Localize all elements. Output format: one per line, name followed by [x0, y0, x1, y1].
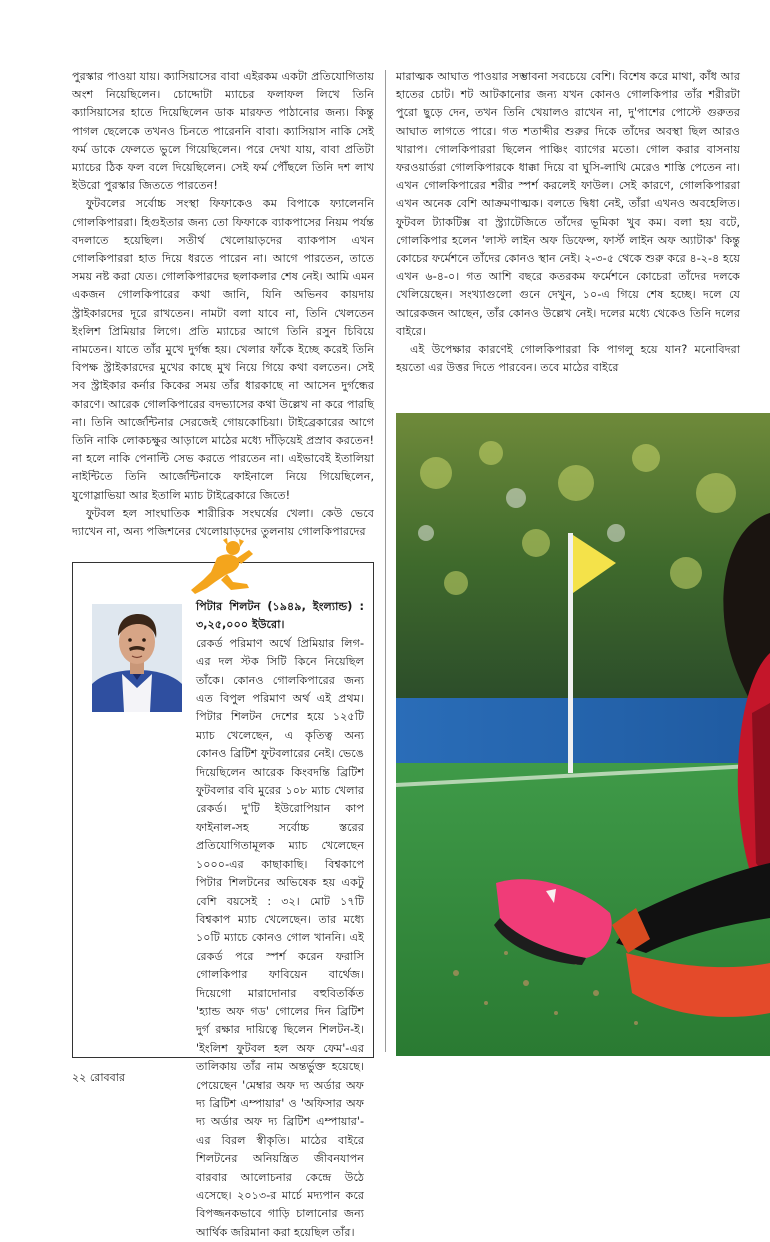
page-number: ২২: [72, 1071, 87, 1084]
column-divider: [385, 70, 386, 1052]
left-paragraph-1: পুরস্কার পাওয়া যায়। ক্যাসিয়াসের বাবা এইরকম একটা প্রতিযোগিতায় অংশ নিয়েছিলেন। চোদ্দোটা ম্যাচের ফলাফল লিখে তিনি ক্যাসিয়াসের হাতে দিয়েছিলেন ডাক মারফত পাঠানোর জন্য। কিন্তু পাগল ছেলেকে তখনও চিনতে পারেননি বাবা। ক্যাসিয়াস নাকি সেই ফর্ম ডাকে ফেলতে ভুলে গিয়েছিলেন। পরে দেখা যায়, বাবা প্রতিটা ম্যাচের ঠিক ফল বলে দিয়েছিলেন। সেই ফর্ম পৌঁছলে তিনি দশ লাখ ইউরো পুরস্কার জিততে পারতেন!: [72, 70, 374, 193]
goalkeeper-icon: [187, 538, 263, 596]
magazine-name: রোববার: [89, 1071, 126, 1084]
left-column: [72, 68, 374, 541]
left-paragraph-3: ফুটবল হল সাংঘাতিক শারীরিক সংঘর্ষের খেলা। কেউ ভেবে দ্যাখেন না, অন্য পজিশনের খেলোয়াড়দের তুলনায় গোলকিপারদের: [72, 506, 374, 539]
left-paragraph-2: ফুটবলের সর্বোচ্চ সংস্থা ফিফাকেও কম বিপাকে ফ্যালেননি গোলকিপাররা। হিগুইতার জন্য তো ফিফাকে ব্যাকপাসের নিয়ম পর্যন্ত বদলাতে হয়েছিল। সতীর্থ খেলোয়াড়দের ব্যাকপাস এখন গোলকিপাররা হাত দিয়ে ধরতে পারেন না। আগে পারতেন, তাতে সময় নষ্ট করা যেত। গোলকিপারদের ছলাকলার শেষ নেই। আমি এমন একজন গোলকিপারের কথা জানি, যিনি অভিনব কায়দায় স্ট্রাইকারদের দূরে রাখতেন। নামটা বলা যাবে না, তিনি খেলতেন ইংলিশ প্রিমিয়ার লিগে। প্রতি ম্যাচের আগে তিনি রসুন চিবিয়ে নামতেন। যাতে তাঁর মুখে দুর্গন্ধ হয়। খেলার ফাঁকে ইচ্ছে করেই তিনি বিপক্ষ স্ট্রাইকারদের মুখের কাছে মুখ নিয়ে গিয়ে কথা বলতেন। সেই সব স্ট্রাইকার কর্নার কিকের সময় তাঁর ধারকাছে না আসেন দুর্গন্ধের কারণে। আরেক গোলকিপারের বদভ্যাসের কথা উল্লেখ না করে পারছি না। তিনি আর্জেন্টিনার সেরজেই গোয়কোচিয়া। টাইব্রেকারের আগে তিনি নাকি লোকচক্ষুর আড়ালে মাঠের মধ্যে দাঁড়িয়েই প্রস্রাব করতেন! না হলে নাকি পেনাল্টি সেভ করতে পারতেন না। এইভাবেই ইতালিয়া নাইন্টিতে তিনি আর্জেন্টিনাকে ফাইনালে নিয়ে গিয়েছিলেন, যুগোস্লাভিয়া আর ইতালি ম্যাচ টাইব্রেকারে জিতে!: [72, 197, 374, 502]
goalkeeper-photo: [396, 413, 770, 1056]
right-paragraph-2: এই উপেক্ষার কারণেই গোলকিপাররা কি পাগলু হয়ে যান? মনোবিদরা হয়তো এর উত্তর দিতে পারবেন। তবে মাঠের বাইরে: [396, 343, 740, 375]
sidebar-body: রেকর্ড পরিমাণ অর্থে প্রিমিয়ার লিগ-এর দল স্টক সিটি কিনে নিয়েছিল তাঁকে। কোনও গোলকিপারের জন্য এত বিপুল পরিমাণ অর্থ এই প্রথম। পিটার শিলটন দেশের হয়ে ১২৫টি ম্যাচ খেলেছেন, এ কৃতিত্ব অন্য কোনও ব্রিটিশ ফুটবলারের নেই। ভেঙে দিয়েছিলেন আরেক কিংবদন্তি ব্রিটিশ ফুটবলার ববি মুরের ১০৮ ম্যাচ খেলার রেকর্ড। দু'টি ইউরোপিয়ান কাপ ফাইনাল-সহ সর্বোচ্চ স্তরের প্রতিযোগিতামূলক ম্যাচ খেলেছেন ১০০০-এর কাছাকাছি। বিশ্বকাপে পিটার শিলটনের অভিষেক হয় একটু বেশি বয়সেই : ৩২। মোট ১৭টি বিশ্বকাপ ম্যাচ খেলেছেন। তার মধ্যে ১০টি ম্যাচে কোনও গোল খাননি। এই রেকর্ড পরে স্পর্শ করেন ফরাসি গোলকিপার ফাবিয়েন বার্থেজ। দিয়েগো মারাদোনার বহুবিতর্কিত 'হ্যান্ড অফ গড' গোলের দিন ব্রিটিশ দুর্গ রক্ষার দায়িত্বে ছিলেন শিলটন-ই। 'ইংলিশ ফুটবল হল অফ ফেম'-এর তালিকায় তাঁর নাম অন্তর্ভুক্ত হয়েছে। পেয়েছেন 'মেম্বার অফ দ্য অর্ডার অফ দ্য ব্রিটিশ এম্পায়ার' ও 'অফিসার অফ দ্য অর্ডার অফ দ্য ব্রিটিশ এম্পায়ার'-এর বিরল স্বীকৃতি। মাঠের বাইরে শিলটনের অনিয়ন্ত্রিত জীবনযাপন বারবার আলোচনার কেন্দ্রে উঠে এসেছে। ২০১৩-র মার্চে মদ্যপান করে বিপজ্জনকভাবে গাড়ি চালানোর জন্য আর্থিক জরিমানা করা হয়েছিল তাঁর।: [196, 636, 364, 1239]
right-paragraph-1: মারাত্মক আঘাত পাওয়ার সম্ভাবনা সবচেয়ে বেশি। বিশেষ করে মাথা, কাঁধ আর হাতের চোট। শট আটকানোর জন্য যখন কোনও গোলকিপার তাঁর শরীরটা পুরো ছুড়ে দেন, তখন তিনি খেয়ালও রাখেন না, দু'পাশের পোস্টে গুরুতর আঘাত লাগতে পারে। গত শতাব্দীর শুরুর দিকে তাঁদের অবস্থা ছিল আরও খারাপ। গোলকিপাররা ছিলেন পাঞ্চিং ব্যাগের মতো। গোল করার বাসনায় ফরওয়ার্ডরা গোলকিপারকে ধাক্কা দিয়ে বা ঘুসি-লাথি মেরেও শাস্তি পেতেন না। এখন গোলকিপারের শরীর স্পর্শ করলেই ফাউল। সেই কারণে, গোলকিপাররা এখন অনেক বেশি আক্রমণাত্মক। বলতে দ্বিধা নেই, তাঁরা এখনও অবহেলিত। ফুটবল ট্যাকটিক্স বা স্ট্র্যাটেজিতে তাঁদের ভূমিকা খুব কম। বলা হয় বটে, গোলকিপার হলেন 'লাস্ট লাইন অফ ডিফেন্স, ফার্স্ট লাইন অফ অ্যাটাক' কিন্তু কোচের ফর্মেশনে তাঁদের কোনও স্থান নেই। ২-৩-৫ থেকে শুরু করে ৪-২-৪ হয়ে এখন ৬-৪-০। গত আশি বছরে কতরকম ফর্মেশনে কোচেরা তাঁদের দলকে খেলিয়েছেন। সংখ্যাগুলো গুনে দেখুন, ১০-এ গিয়ে শেষ হচ্ছে। দলে যে আরেকজন আছেন, তাঁর কোনও উল্লেখ নেই। দলের মধ্যে থেকেও তিনি দলের বাইরে।: [396, 70, 740, 338]
sidebar-title: পিটার শিলটন (১৯৪৯, ইংল্যান্ড) : ৩,২৫,০০০ ইউরো।: [196, 600, 364, 632]
sidebar-text: [89, 598, 364, 1242]
right-column: [396, 68, 740, 377]
page-footer: [72, 1069, 125, 1088]
